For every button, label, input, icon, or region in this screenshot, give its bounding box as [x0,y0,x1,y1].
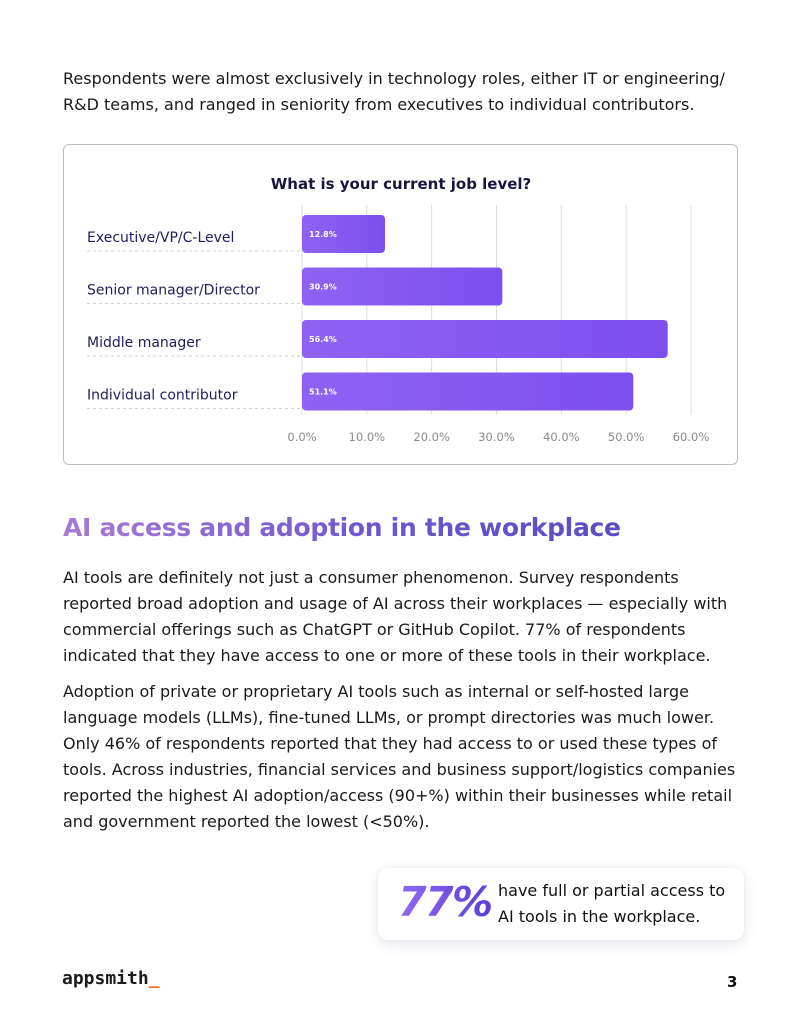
chart-title: What is your current job level? [270,175,532,193]
category-label: Senior manager/Director [87,282,260,299]
bar-value-label: 30.9% [309,282,337,292]
callout-text: have full or partial access to AI tools in the workplace. [498,881,726,926]
logo-underscore: _ [148,968,160,989]
x-tick-label: 30.0% [478,430,515,444]
x-tick-label: 20.0% [413,430,450,444]
paragraph-access: AI tools are definitely not just a consumer phenomenon. Survey respondents reported broad adoption and usage of AI across their workplaces — especially with commercial offerings such as ChatGPT or GitHub Copilot. 77% of respondents indicated that they have access to one or more of these tools in their workplace. [63,568,728,665]
category-label: Middle manager [87,335,201,351]
logo-text: appsmith [62,968,149,989]
x-tick-label: 0.0% [287,430,317,444]
x-tick-label: 10.0% [348,430,386,444]
x-tick-label: 60.0% [672,430,710,444]
bar [302,373,633,411]
job-level-chart [63,144,738,465]
category-label: Executive/VP/C-Level [87,230,235,246]
bar [302,320,668,358]
bar-value-label: 12.8% [309,230,337,239]
appsmith-logo [62,968,160,989]
x-tick-label: 50.0% [607,430,645,444]
category-label: Individual contributor [87,387,238,404]
bar-value-label: 56.4% [309,335,337,344]
x-tick-label: 40.0% [543,430,580,444]
stat-callout [378,868,744,940]
page-number: 3 [727,973,738,991]
section-title: AI access and adoption in the workplace [63,513,621,542]
callout-percent: 77% [398,878,492,926]
chart-svg [64,145,737,464]
paragraph-adoption: Adoption of private or proprietary AI tools such as internal or self-hosted large language models (LLMs), fine-tuned LLMs, or prompt directories was much lower. Only 46% of respondents reported that they had access to or used these types of tools. Across industries, financial services and business support/logistics companies reported the highest AI adoption/access (90+%) within their businesses while retail and government reported the lowest (<50%). [63,682,736,831]
intro-paragraph: Respondents were almost exclusively in technology roles, either IT or engineering/ R&D teams, and ranged in seniority from executives to individual contributors. [63,69,725,114]
bar-value-label: 51.1% [309,387,337,397]
